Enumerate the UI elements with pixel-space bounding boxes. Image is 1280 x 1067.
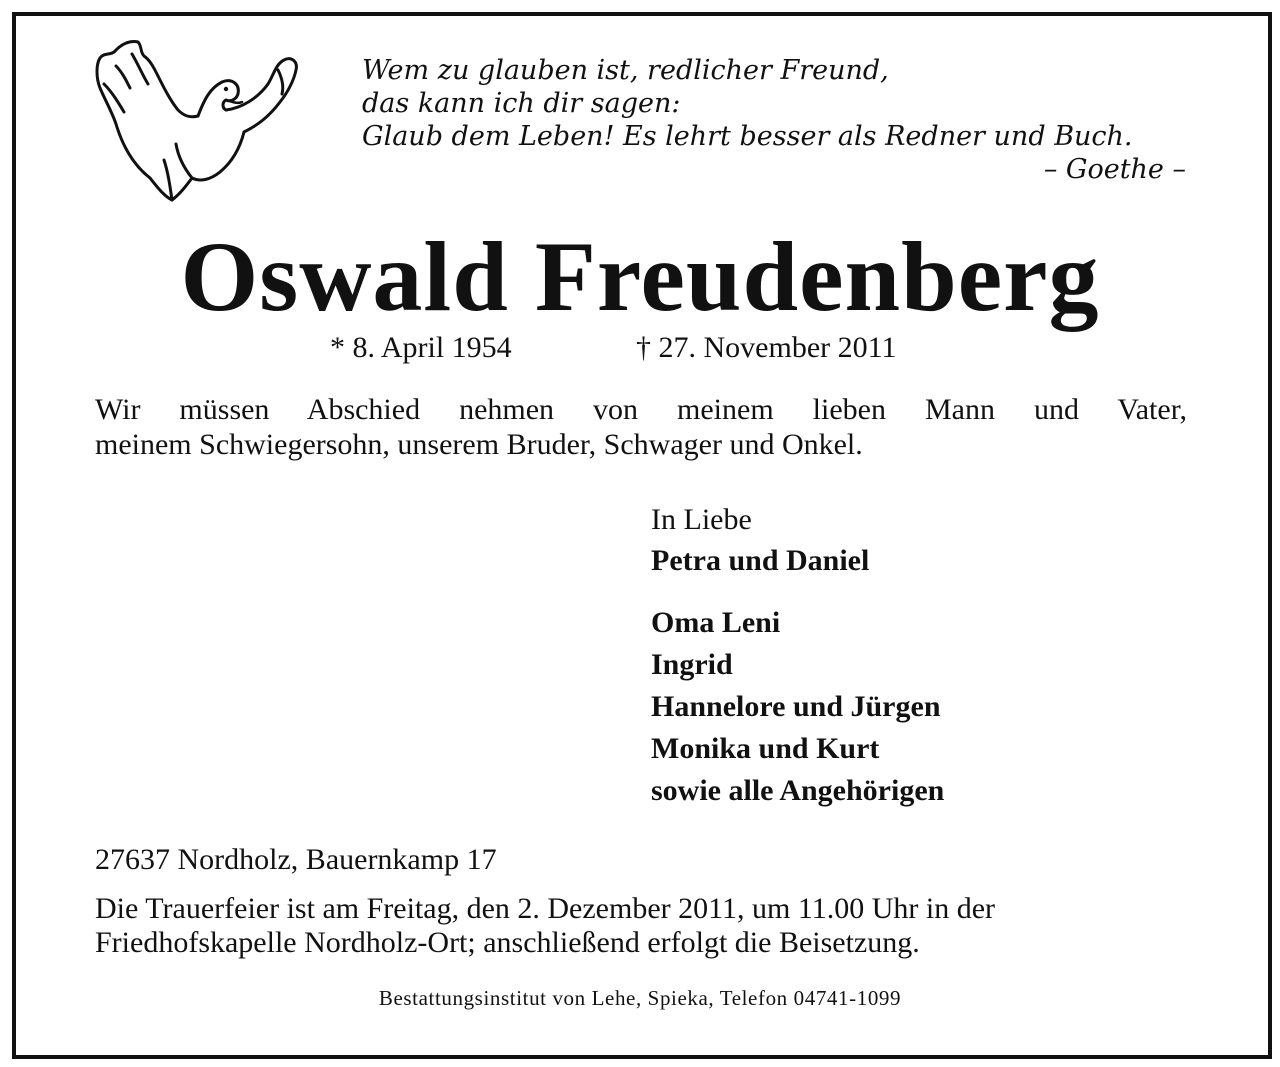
quote-line: das kann ich dir sagen:: [362, 88, 681, 119]
spacer: [651, 582, 944, 602]
greeting: In Liebe: [651, 503, 752, 536]
mourner-primary: Petra und Daniel: [651, 544, 870, 577]
mourner: Ingrid: [651, 648, 733, 681]
birth-date: * 8. April 1954: [330, 331, 512, 364]
mourner: Oma Leni: [651, 606, 781, 639]
mourner: Hannelore und Jürgen: [651, 690, 941, 723]
funeral-line: Die Trauerfeier ist am Freitag, den 2. Dezember 2011, um 11.00 Uhr in der: [95, 892, 996, 925]
dove-icon: [92, 36, 302, 206]
quote-line: Wem zu glauben ist, redlicher Freund,: [362, 55, 889, 86]
address: 27637 Nordholz, Bauernkamp 17: [95, 843, 497, 876]
farewell-line: meinem Schwiegersohn, unserem Bruder, Schwager und Onkel.: [95, 428, 863, 461]
quote-author: – Goethe –: [1043, 154, 1186, 185]
farewell-line: Wir müssen Abschied nehmen von meinem lieben Mann und Vater,: [95, 393, 1187, 426]
mourner: Monika und Kurt: [651, 732, 880, 765]
undertaker-info: Bestattungsinstitut von Lehe, Spieka, Telefon 04741-1099: [378, 986, 902, 1010]
mourners-list: [651, 500, 944, 812]
mourner: sowie alle Angehörigen: [651, 774, 945, 807]
funeral-line: Friedhofskapelle Nordholz-Ort; anschließend erfolgt die Beisetzung.: [95, 926, 920, 959]
death-date: † 27. November 2011: [636, 331, 897, 364]
funeral-info: [95, 892, 1187, 960]
quote: [362, 54, 1192, 186]
deceased-name: Oswald Freudenberg: [180, 221, 1100, 332]
farewell-text: [95, 392, 1187, 462]
quote-line: Glaub dem Leben! Es lehrt besser als Redner und Buch.: [362, 121, 1133, 152]
